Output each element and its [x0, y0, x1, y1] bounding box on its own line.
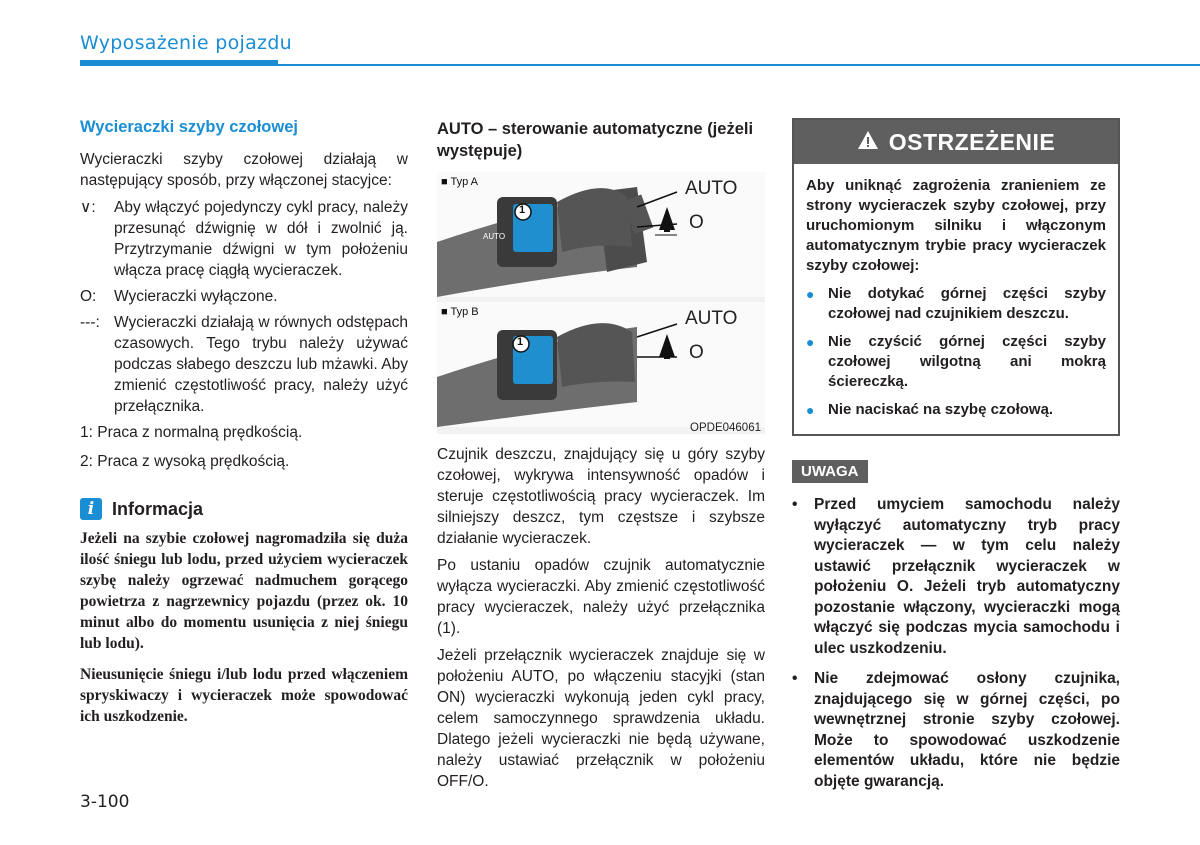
bullet-dot-icon: • — [792, 496, 798, 513]
switch-number-label: 1 — [517, 336, 524, 348]
list-item — [80, 197, 408, 281]
section-header: Wyposażenie pojazdu — [80, 32, 293, 54]
bullet-dot-icon: ● — [806, 286, 815, 302]
warning-header — [794, 120, 1118, 164]
stalk-auto-text: AUTO — [483, 232, 506, 241]
note-badge: UWAGA — [792, 460, 868, 483]
info-header — [80, 498, 408, 520]
off-position-label: O — [689, 342, 704, 363]
speed-2-item: 2: Praca z wysoką prędkością. — [80, 453, 290, 470]
page-number: 3-100 — [80, 792, 130, 812]
warning-lead: Aby uniknąć zagrożenia zranieniem ze strony wycieraczek szyby czołowej, przy uruchomionym silniku i włączonym automatycznym trybie pracy wycieraczek szyby czołowej: — [806, 177, 1106, 274]
info-icon: i — [80, 498, 102, 520]
auto-position-label: AUTO — [685, 178, 738, 199]
warning-body — [794, 164, 1118, 434]
info-paragraph-1: Jeżeli na szybie czołowej nagromadziła się duża ilość śniegu lub lodu, przed użyciem wycieraczek szybę należy ogrzewać nadmuchem gorącego powietrza z nagrzewnicy pojazdu (przez ok. 10 minut albo do momentu usunięcia z niej śniegu lub lodu). — [80, 530, 408, 652]
item-text: Aby włączyć pojedynczy cykl pracy, należy przesunąć dźwignię w dół i zwolnić ją. Przytrzymanie dźwigni w tym położeniu włącza pracę ciągłą wycieraczek. — [114, 199, 408, 279]
warning-title: OSTRZEŻENIE — [888, 128, 1056, 155]
warning-bullet-text: Nie naciskać na szybę czołową. — [828, 401, 1054, 418]
header-rule — [80, 64, 1200, 66]
off-position-label: O — [689, 212, 704, 233]
bullet-dot-icon: • — [792, 670, 798, 687]
wiper-stalk-figure — [437, 172, 765, 434]
note-bullet-text: Przed umyciem samochodu należy wyłączyć automatyczny tryb pracy wycieraczek — w tym celu należy ustawić przełącznik wycieraczek w położeniu O. Jeżeli tryb automatyczny pozostanie włączony, wycieraczki mogą włączyć się podczas mycia samochodu i ulec uszkodzeniu. — [814, 496, 1120, 657]
note-bullet — [792, 669, 1120, 792]
info-title: Informacja — [112, 498, 204, 519]
type-a-label: ■ Typ A — [441, 176, 479, 188]
figure-code: OPDE046061 — [690, 422, 761, 434]
warning-bullet — [806, 332, 1106, 392]
item-key: O: — [80, 288, 97, 305]
item-text: Wycieraczki wyłączone. — [114, 288, 278, 305]
list-item — [80, 286, 408, 307]
section-title: Wycieraczki szyby czołowej — [80, 118, 298, 136]
note-bullet-text: Nie zdejmować osłony czujnika, znajdującego się w górnej części, po wewnętrznej stronie szyby czołowej. Może to spowodować uszkodzenie elementów układu, które nie będzie objęte gwarancją. — [814, 670, 1120, 790]
middle-column — [437, 118, 765, 798]
self-check-paragraph: Jeżeli przełącznik wycieraczek znajduje się w położeniu AUTO, po włączeniu stacyjki (stan ON) wycieraczki wykonują jeden cykl pracy, celem samoczynnego sprawdzenia układu. Dlatego jeżeli wycieraczki nie będą używane, należy ustawiać przełącznik w położeniu OFF/O. — [437, 647, 765, 790]
auto-off-paragraph: Po ustaniu opadów czujnik automatycznie wyłącza wycieraczki. Aby zmienić częstotliwość pracy wycieraczek, należy użyć przełącznika (1). — [437, 557, 765, 637]
bullet-dot-icon: ● — [806, 402, 815, 418]
warning-bullet — [806, 284, 1106, 324]
item-key: ∨: — [80, 199, 96, 216]
list-item — [80, 312, 408, 417]
figure-panel-type-b — [437, 302, 765, 427]
warning-bullet — [806, 400, 1106, 420]
bullet-dot-icon: ● — [806, 334, 815, 350]
right-column — [792, 118, 1120, 802]
item-key: ---: — [80, 314, 100, 331]
auto-section-title: AUTO – sterowanie automatyczne (jeżeli występuje) — [437, 120, 754, 160]
rain-sensor-paragraph: Czujnik deszczu, znajdujący się u góry szyby czołowej, wykrywa intensywność opadów i steruje częstotliwością pracy wycieraczek. Im silniejszy deszcz, tym częstsze i szybsze działanie wycieraczek. — [437, 446, 765, 547]
auto-position-label: AUTO — [685, 308, 738, 329]
figure-panel-type-a — [437, 172, 765, 297]
warning-bullet-text: Nie dotykać górnej części szyby czołowej nad czujnikiem deszczu. — [828, 285, 1106, 322]
info-paragraph-2: Nieusunięcie śniegu i/lub lodu przed włączeniem spryskiwaczy i wycieraczek może spowodować ich uszkodzenie. — [80, 666, 408, 725]
left-column — [80, 118, 408, 737]
speed-1-item: 1: Praca z normalną prędkością. — [80, 424, 303, 441]
note-bullet — [792, 495, 1120, 659]
warning-triangle-icon — [857, 130, 879, 155]
item-text: Wycieraczki działają w równych odstępach czasowych. Tego trybu należy używać podczas słabego deszczu lub mżawki. Aby zmienić częstotliwość pracy, należy użyć przełącznika. — [114, 314, 408, 415]
type-b-label: ■ Typ B — [441, 306, 479, 318]
warning-bullet-text: Nie czyścić górnej części szyby czołowej wilgotną ani mokrą ściereczką. — [828, 333, 1106, 390]
warning-box — [792, 118, 1120, 436]
intro-paragraph: Wycieraczki szyby czołowej działają w następujący sposób, przy włączonej stacyjce: — [80, 151, 408, 189]
switch-number-label: 1 — [519, 204, 526, 216]
